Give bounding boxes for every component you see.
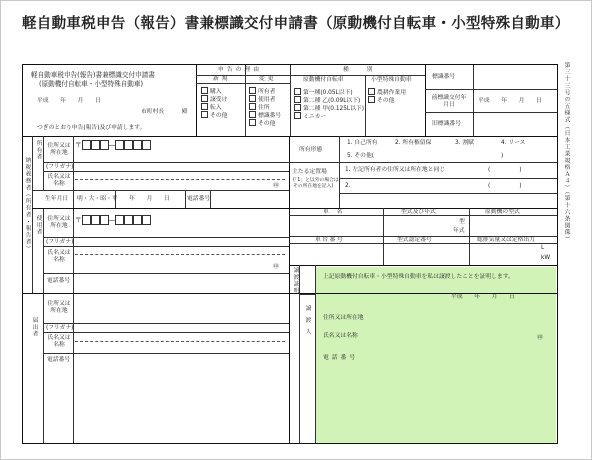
- checkbox[interactable]: [249, 95, 256, 102]
- reporter-phone-label: 電話番号: [47, 357, 71, 363]
- reporter-name-label: 氏名又は名称: [47, 335, 71, 348]
- cert-statement: 上記原動機付自転車・小型特殊自動車を私は譲渡したことを証明します。: [323, 274, 514, 280]
- section-owner: 所有者: [35, 140, 41, 161]
- postal-digit-box[interactable]: [91, 140, 100, 150]
- kind-moped-title: 原動機付自転車: [303, 77, 344, 83]
- reporter-address-label: 住所又は所在地: [47, 301, 71, 314]
- header-line2: (原動機付自転車・小型特殊自動車): [39, 80, 144, 88]
- user-phone-label: 電話番号: [47, 278, 71, 284]
- location-paren-1: ( ): [488, 167, 522, 173]
- postal-digit-box[interactable]: [100, 215, 109, 225]
- plate-date-value: 平成 年 月 日: [478, 98, 542, 104]
- reason-change-owner[interactable]: 所有者: [249, 87, 275, 96]
- postal-digit-box[interactable]: [82, 140, 91, 150]
- checkbox[interactable]: [249, 103, 256, 110]
- ownership-option-3[interactable]: 3. 割賦: [455, 140, 474, 146]
- header-mayor: 市町村長 殿: [141, 109, 188, 115]
- postal-digit-box[interactable]: [91, 215, 100, 225]
- section-user: 使用者: [35, 215, 41, 236]
- reason-col-new: 新規: [213, 76, 231, 82]
- reporter-furigana-label: (フリガナ): [46, 325, 74, 331]
- reason-change-other[interactable]: その他: [249, 119, 275, 128]
- owner-birth-value: 明・大・昭・平 年 月 日: [77, 196, 170, 202]
- cert-col-label: 譲渡証明: [292, 267, 298, 295]
- ownership-label: 所有形態: [299, 147, 323, 153]
- location-sub: (「1」と以外の場合はその所在地を記入): [293, 178, 339, 189]
- vehicle-header-approval: 型式認定番号: [397, 237, 432, 243]
- kind-title: 種別: [343, 67, 391, 73]
- checkbox[interactable]: [249, 111, 256, 118]
- vehicle-year-unit: 年式: [453, 228, 465, 234]
- postal-digit-box[interactable]: [124, 140, 133, 150]
- cert-date: 平成 年 月 日: [451, 294, 515, 300]
- postal-digit-box[interactable]: [133, 215, 142, 225]
- kind-moped-2b[interactable]: 第二種 乙(0.09L以下): [294, 96, 360, 105]
- checkbox[interactable]: [368, 96, 375, 103]
- cert-address-label: 住所又は所在地: [323, 315, 364, 321]
- owner-seal: ㊞: [273, 183, 279, 189]
- reason-change-user[interactable]: 使用者: [249, 95, 275, 104]
- vehicle-header-displacement: 総排気量又は定格出力: [477, 237, 535, 243]
- user-address-label: 住所又は所在地: [47, 216, 71, 229]
- kind-minicar[interactable]: ミニカー: [294, 112, 326, 121]
- checkbox[interactable]: [249, 119, 256, 126]
- header-date: 平成 年 月 日: [37, 98, 101, 104]
- checkbox[interactable]: [201, 111, 208, 118]
- owner-postal-code[interactable]: 〒 ―: [75, 140, 151, 150]
- user-seal: ㊞: [273, 264, 279, 270]
- owner-birth-label: 生年月日: [45, 196, 69, 202]
- ownership-option-2[interactable]: 2. 所有権留保: [395, 140, 432, 146]
- kind-special-other[interactable]: その他: [368, 96, 394, 105]
- ownership-option-1[interactable]: 1. 自己所有: [347, 140, 378, 146]
- ownership-option-close: ): [501, 153, 504, 159]
- cert-seal: ㊞: [537, 335, 543, 341]
- vehicle-unit-l: L: [541, 245, 545, 251]
- checkbox[interactable]: [201, 103, 208, 110]
- cert-phone-label: 電話番号: [323, 355, 359, 361]
- postal-digit-box[interactable]: [124, 215, 133, 225]
- reason-new-move-in[interactable]: 転入: [201, 103, 222, 112]
- vehicle-header-chassis: 車台番号: [315, 237, 345, 243]
- kind-special-farm[interactable]: 農耕作業用: [368, 88, 406, 97]
- checkbox[interactable]: [249, 87, 256, 94]
- kind-moped-1[interactable]: 第一種(0.05L以下): [294, 88, 353, 97]
- plate-number-label: 標識番号: [432, 74, 456, 80]
- location-label: 主たる定置場: [292, 169, 327, 175]
- cert-name-label: 氏名又は名称: [323, 333, 358, 339]
- reason-title: 申告の理由: [218, 67, 262, 73]
- location-option-2[interactable]: 2.: [345, 183, 351, 189]
- ownership-option-4[interactable]: 4. リース: [501, 140, 526, 146]
- owner-furigana-label: (フリガナ): [46, 164, 74, 170]
- owner-name-label: 氏名又は名称: [47, 174, 71, 187]
- kind-special-title: 小型特殊自動車: [371, 77, 412, 83]
- kind-moped-2a[interactable]: 第二種 甲(0.125L以下): [294, 104, 364, 113]
- ownership-option-5[interactable]: 5. その他(: [347, 153, 375, 159]
- cert-transferor-label: 譲渡人: [304, 305, 310, 341]
- postal-digit-box[interactable]: [100, 140, 109, 150]
- header-note: つぎのとおり申告(報告)及び申請します。: [37, 125, 146, 131]
- checkbox[interactable]: [294, 104, 301, 111]
- section-taxpayer: 納税義務者（所有者・報告者）: [24, 157, 30, 253]
- checkbox[interactable]: [368, 88, 375, 95]
- form-side-note: 第三十三号の五様式（日本工業規格Ａ４）（第十六条関係）: [563, 62, 569, 243]
- tax-form: [22, 64, 558, 444]
- user-furigana-label: (フリガナ): [46, 239, 74, 245]
- vehicle-header-car-name: 車名: [323, 209, 351, 215]
- user-name-label: 氏名又は名称: [47, 250, 71, 263]
- vehicle-type-unit: 型: [459, 219, 465, 225]
- section-reporter: 届出者: [31, 317, 37, 338]
- header-line1: 軽自動車税申告(報告)書兼標識交付申請書: [31, 71, 155, 79]
- postal-digit-box[interactable]: [142, 215, 151, 225]
- owner-address-label: 住所又は所在地: [47, 143, 71, 156]
- checkbox[interactable]: [201, 95, 208, 102]
- reason-new-other[interactable]: その他: [201, 111, 227, 120]
- postal-digit-box[interactable]: [133, 140, 142, 150]
- vehicle-header-engine: 原動機の型式: [485, 209, 520, 215]
- location-option-1[interactable]: 1. 左記所有者の住所又は所在地と同じ: [345, 167, 446, 173]
- postal-digit-box[interactable]: [115, 215, 124, 225]
- postal-digit-box[interactable]: [142, 140, 151, 150]
- reason-change-plate[interactable]: 標識番号: [249, 111, 281, 120]
- postal-digit-box[interactable]: [82, 215, 91, 225]
- form-title: 軽自動車税申告（報告）書兼標識交付申請書（原動機付自転車・小型特殊自動車）: [22, 16, 570, 32]
- checkbox[interactable]: [294, 96, 301, 103]
- location-paren-2: ( ): [488, 183, 522, 189]
- reason-new-purchase[interactable]: 購入: [201, 87, 222, 96]
- postal-digit-box[interactable]: [115, 140, 124, 150]
- vehicle-header-model-year: 型式及び年式: [401, 209, 436, 215]
- checkbox[interactable]: [294, 88, 301, 95]
- reason-col-change: 変更: [259, 76, 277, 82]
- checkbox[interactable]: [294, 112, 301, 119]
- vehicle-unit-kw: kW: [541, 255, 551, 261]
- owner-phone-label: 電話番号: [187, 196, 211, 202]
- plate-date-label: 前標識交付年月日: [431, 95, 467, 108]
- plate-prev-label: 旧標識番号: [432, 121, 461, 127]
- reason-change-address[interactable]: 住所: [249, 103, 270, 112]
- checkbox[interactable]: [201, 87, 208, 94]
- user-postal-code[interactable]: 〒 ―: [75, 215, 151, 225]
- reason-new-transfer[interactable]: 譲受け: [201, 95, 227, 104]
